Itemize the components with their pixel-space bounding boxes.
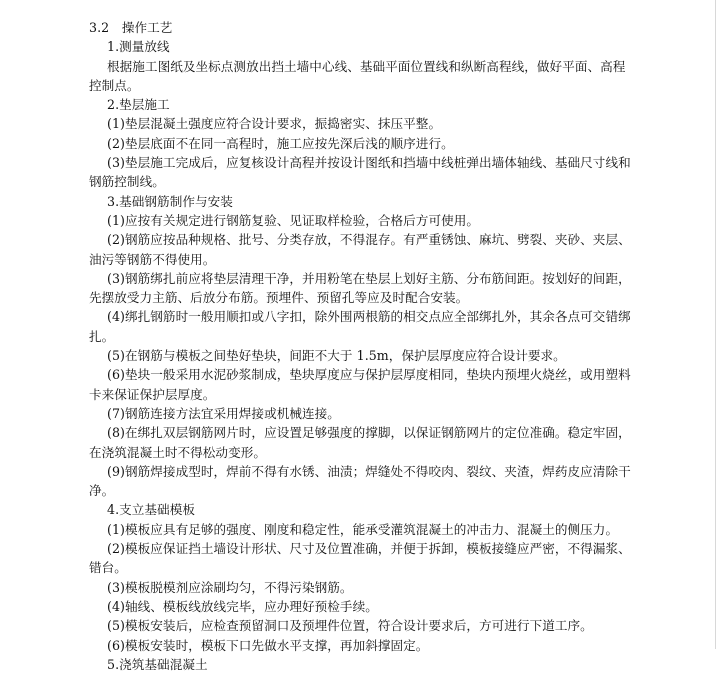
list-item: (8)在绑扎双层钢筋网片时，应设置足够强度的撑脚，以保证钢筋网片的定位准确。稳定牢固， [107, 425, 631, 441]
continuation-line: 油污等钢筋不得使用。 [89, 251, 216, 267]
list-item: (5)模板安装后，应检查预留洞口及预埋件位置，符合设计要求后，方可进行下道工序。 [107, 618, 593, 634]
list-item: (2)模板应保证挡土墙设计形状、尺寸及位置准确，并便于拆卸，模板接缝应严密，不得漏浆、 [107, 541, 631, 557]
continuation-line: 错台。 [89, 560, 127, 576]
list-item: (3)钢筋绑扎前应将垫层清理干净，并用粉笔在垫层上划好主筋、分布筋间距。按划好的间距， [107, 270, 631, 286]
list-item: (7)钢筋连接方法宜采用焊接或机械连接。 [107, 405, 340, 421]
continuation-line: 净。 [89, 483, 115, 499]
list-item: (9)钢筋焊接成型时，焊前不得有水锈、油渍；焊缝处不得咬肉、裂纹、夹渣，焊药皮应清除干 [107, 463, 631, 479]
subsection-heading: 4.支立基础模板 [107, 502, 195, 518]
list-item: (5)在钢筋与模板之间垫好垫块，间距不大于 1.5m，保护层厚度应符合设计要求。 [107, 348, 566, 364]
list-item: (2)钢筋应按品种规格、批号、分类存放，不得混存。有严重锈蚀、麻坑、劈裂、夹砂、夹层、 [107, 232, 631, 248]
list-item: (6)垫块一般采用水泥砂浆制成，垫块厚度应与保护层厚度相同，垫块内预埋火烧丝，或用塑料 [107, 367, 631, 383]
subsection-heading: 3.基础钢筋制作与安装 [107, 193, 233, 209]
list-item: (1)应按有关规定进行钢筋复验、见证取样检验，合格后方可使用。 [107, 212, 480, 228]
subsection-heading: 2.垫层施工 [107, 97, 170, 113]
list-item: (3)垫层施工完成后，应复核设计高程并按设计图纸和挡墙中线桩弹出墙体轴线、基础尺寸线和 [107, 155, 631, 171]
document-body [89, 18, 629, 674]
list-item: (1)模板应具有足够的强度、刚度和稳定性，能承受灌筑混凝土的冲击力、混凝土的侧压力。 [107, 521, 619, 537]
continuation-line: 卡来保证保护层厚度。 [89, 386, 216, 402]
continuation-line: 扎。 [89, 328, 115, 344]
list-item: (3)模板脱模剂应涂刷均匀，不得污染钢筋。 [107, 579, 353, 595]
list-item: (1)垫层混凝土强度应符合设计要求，振捣密实、抹压平整。 [107, 116, 442, 132]
subsection-heading: 1.测量放线 [107, 39, 170, 55]
list-item: (2)垫层底面不在同一高程时，施工应按先深后浅的顺序进行。 [107, 135, 454, 151]
list-item: (6)模板安装时，模板下口先做水平支撑，再加斜撑固定。 [107, 637, 429, 653]
continuation-line: 钢筋控制线。 [89, 174, 165, 190]
paragraph-line: 根据施工图纸及坐标点测放出挡土墙中心线、基础平面位置线和纵断高程线，做好平面、高程 [107, 58, 626, 74]
continuation-line: 控制点。 [89, 77, 140, 93]
list-item: (4)绑扎钢筋时一般用顺扣或八字扣，除外围两根筋的相交点应全部绑扎外，其余各点可交错绑 [107, 309, 631, 325]
continuation-line: 先摆放受力主筋、后放分布筋。预埋件、预留孔等应及时配合安装。 [89, 290, 469, 306]
list-item: (4)轴线、模板线放线完毕，应办理好预检手续。 [107, 598, 378, 614]
section-heading: 3.2 操作工艺 [89, 20, 173, 35]
continuation-line: 在浇筑混凝土时不得松动变形。 [89, 444, 267, 460]
subsection-heading: 5.浇筑基础混凝土 [107, 656, 208, 672]
